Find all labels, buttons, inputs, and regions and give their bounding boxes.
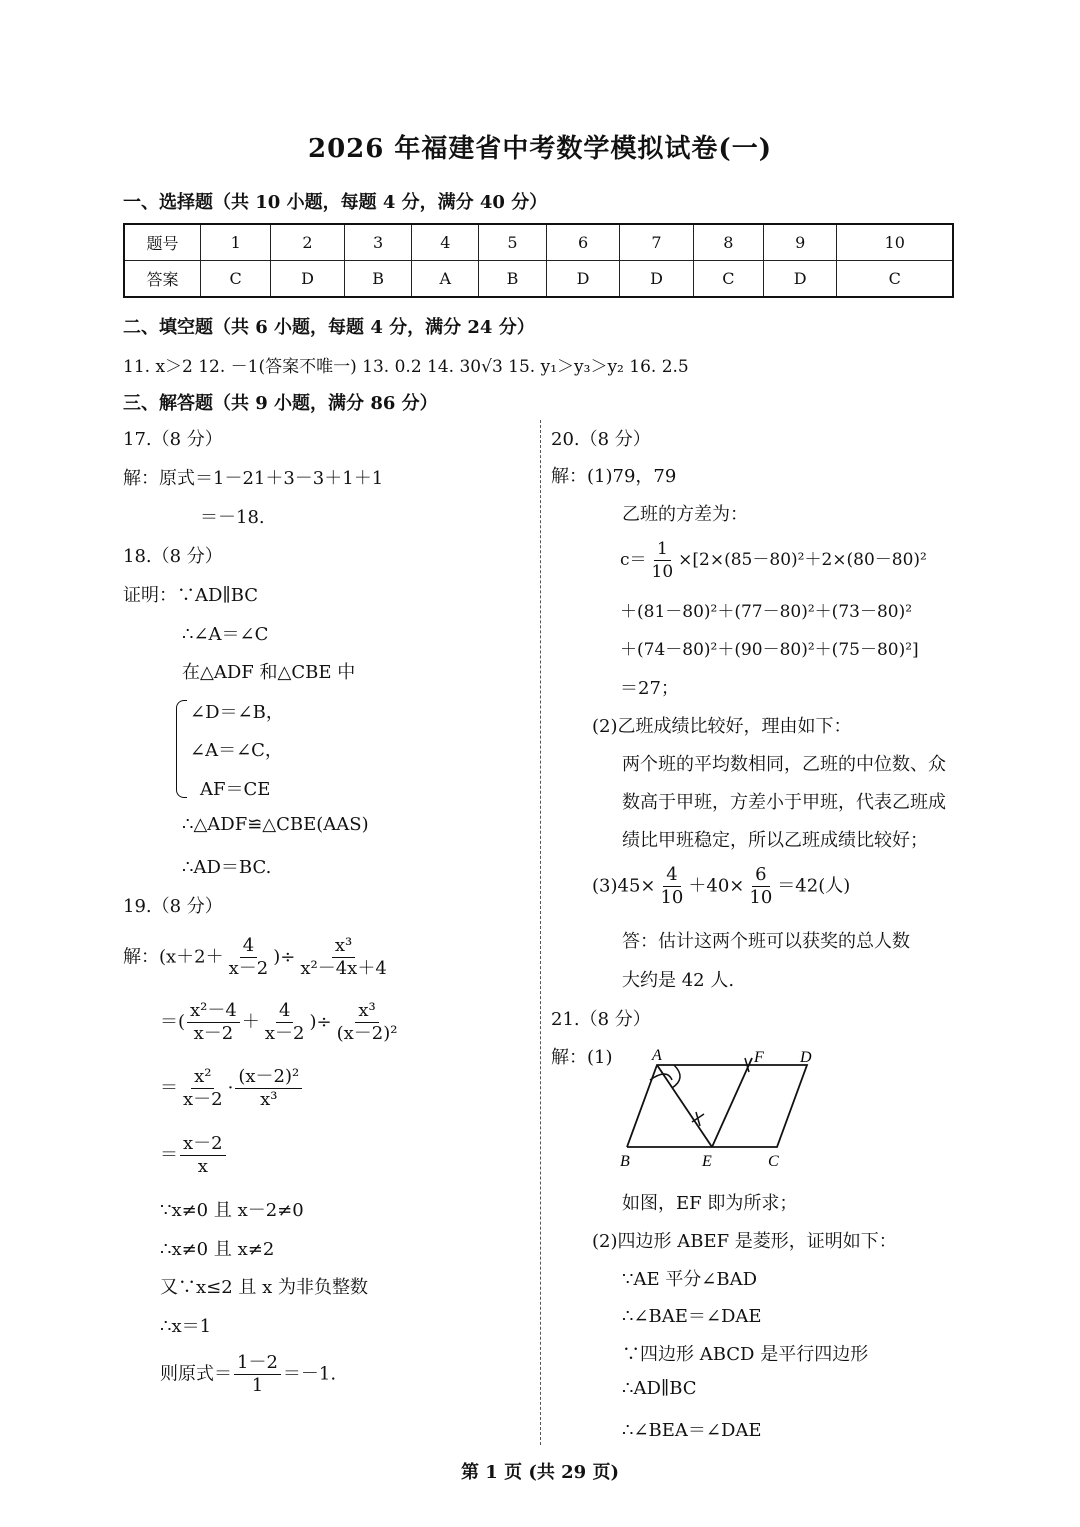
fraction: [180, 1066, 226, 1111]
q20-line: 绩比甲班稳定，所以乙班成绩比较好；: [622, 830, 928, 851]
q19-step1: [123, 935, 392, 980]
segment-ef: [712, 1058, 752, 1147]
q20-line: ＋(81－80)²＋(77－80)²＋(73－80)²: [620, 602, 913, 622]
q19-step5: [160, 1352, 336, 1397]
section3-heading: 三、解答题（共 9 小题，满分 86 分）: [123, 393, 438, 414]
q19-text: )÷: [273, 946, 296, 968]
fraction: [180, 1133, 226, 1178]
table-cell: 7: [620, 224, 693, 261]
table-cell: 6: [546, 224, 619, 261]
fraction: [187, 1000, 240, 1045]
q19-text: ＋: [241, 1011, 260, 1033]
fraction: [334, 1000, 401, 1045]
table-cell: 3: [344, 224, 412, 261]
numerator: (x－2)²: [235, 1066, 302, 1089]
q20-text: ＋40×: [688, 875, 745, 897]
q18-brace-line: ∠D＝∠B，: [190, 702, 284, 723]
q19-line: ∴x≠0 且 x≠2: [160, 1239, 275, 1260]
q20-line: (2)乙班成绩比较好，理由如下：: [592, 716, 852, 737]
q18-line: ∴∠A＝∠C: [182, 624, 269, 645]
numerator: x²: [191, 1066, 214, 1089]
q19-line: 又∵x≤2 且 x 为非负整数: [160, 1277, 369, 1298]
q20-variance-line: [620, 538, 927, 583]
q19-text: 解：: [123, 946, 159, 968]
q19-step4: [160, 1133, 228, 1178]
page-footer: 第 1 页 (共 29 页): [461, 1462, 619, 1483]
table-cell: D: [271, 261, 344, 298]
q18-heading: 18.（8 分）: [123, 546, 223, 567]
numerator: 4: [276, 1000, 293, 1023]
q21-line: ∴∠BEA＝∠DAE: [622, 1420, 762, 1441]
label-a: A: [652, 1047, 662, 1064]
table-header-label: 题号: [124, 224, 201, 261]
answer-table: [123, 223, 954, 298]
q19-heading: 19.（8 分）: [123, 896, 223, 917]
q20-text: ×[2×(85－80)²＋2×(80－80)²: [678, 550, 927, 570]
q20-line: 解：(1)79，79: [551, 466, 677, 487]
q21-line: ∴AD∥BC: [622, 1378, 697, 1399]
q19-text: (x＋2＋: [159, 946, 224, 968]
brace-bracket: [176, 700, 187, 798]
q19-text: ·: [227, 1077, 234, 1099]
fraction: [235, 1066, 302, 1111]
column-divider: [540, 420, 541, 1445]
q21-line: ∵四边形 ABCD 是平行四边形: [622, 1344, 869, 1365]
table-cell: B: [479, 261, 547, 298]
q21-line: ∴∠BAE＝∠DAE: [622, 1306, 762, 1327]
q20-text: (3)45×: [592, 875, 656, 897]
q20-text: ＝42(人): [777, 875, 851, 897]
table-cell: C: [201, 261, 271, 298]
numerator: 4: [240, 935, 257, 958]
q19-line: ∵x≠0 且 x－2≠0: [160, 1200, 304, 1221]
table-answer-label: 答案: [124, 261, 201, 298]
q21-line: ∵AE 平分∠BAD: [622, 1269, 758, 1290]
q19-step2: [160, 1000, 402, 1045]
table-cell: B: [344, 261, 412, 298]
parallelogram-figure: [612, 1040, 832, 1175]
table-cell: 5: [479, 224, 547, 261]
section2-heading: 二、填空题（共 6 小题，每题 4 分，满分 24 分）: [123, 317, 535, 338]
denominator: x: [197, 1156, 208, 1177]
label-b: B: [620, 1153, 630, 1170]
table-row: [124, 224, 953, 261]
q19-text: 则原式＝: [160, 1363, 232, 1385]
q20-line: ＋(74－80)²＋(90－80)²＋(75－80)²]: [620, 640, 919, 660]
table-cell: 8: [693, 224, 763, 261]
denominator: 10: [749, 887, 773, 908]
numerator: 1－2: [234, 1352, 281, 1375]
fill-blank-answers: 11. x＞2 12. －1(答案不唯一) 13. 0.2 14. 30√3 15. y₁＞y₃＞y₂ 16. 2.5: [123, 357, 689, 377]
denominator: x－2: [228, 958, 269, 979]
table-cell: 2: [271, 224, 344, 261]
denominator: x－2: [264, 1023, 305, 1044]
fraction: [649, 538, 677, 583]
denominator: 1: [251, 1375, 264, 1396]
q20-line: ＝27；: [620, 678, 679, 699]
numerator: x³: [355, 1000, 378, 1023]
q21-line: 如图，EF 即为所求；: [622, 1193, 798, 1214]
table-cell: 4: [412, 224, 479, 261]
table-cell: C: [693, 261, 763, 298]
table-cell: D: [620, 261, 693, 298]
q21-heading: 21.（8 分）: [551, 1009, 651, 1030]
label-c: C: [768, 1153, 779, 1170]
table-cell: 1: [201, 224, 271, 261]
q18-brace-line: ∠A＝∠C，: [190, 740, 283, 761]
table-cell: 10: [837, 224, 953, 261]
q21-line: (2)四边形 ABEF 是菱形，证明如下：: [592, 1231, 897, 1252]
table-cell: D: [764, 261, 837, 298]
denominator: x－2: [183, 1089, 223, 1110]
q19-text: ＝(: [160, 1011, 186, 1033]
q19-step3: [160, 1066, 304, 1111]
denominator: (x－2)²: [336, 1023, 398, 1044]
label-d: D: [800, 1049, 812, 1066]
fraction: [262, 1000, 308, 1045]
numerator: x²－4: [187, 1000, 240, 1023]
q17-heading: 17.（8 分）: [123, 429, 223, 450]
fraction: [226, 935, 272, 980]
fraction: [297, 935, 389, 980]
q17-line: 解：原式＝1－21＋3－3＋1＋1: [123, 468, 384, 489]
numerator: x－2: [180, 1133, 226, 1156]
q19-text: ＝: [160, 1144, 178, 1166]
label-e: E: [702, 1153, 712, 1170]
label-f: F: [754, 1049, 764, 1066]
segment-ae: [657, 1065, 712, 1147]
q21-line: 解：(1): [551, 1047, 613, 1068]
q19-text: ＝: [160, 1077, 178, 1099]
fraction: [657, 864, 686, 909]
fraction: [746, 864, 775, 909]
denominator: x－2: [193, 1023, 234, 1044]
numerator: 4: [663, 864, 680, 887]
page-title: 2026 年福建省中考数学模拟试卷(一): [307, 134, 773, 164]
q20-calc-line: [592, 864, 850, 909]
numerator: 6: [752, 864, 769, 887]
q20-text: c＝: [620, 550, 647, 570]
q17-line: ＝－18.: [200, 507, 265, 528]
q18-line: ∴AD＝BC.: [182, 857, 272, 878]
q19-text: )÷: [309, 1011, 332, 1033]
q18-brace-line: AF＝CE: [200, 779, 271, 800]
denominator: 10: [651, 562, 674, 582]
denominator: x³: [260, 1089, 278, 1110]
q18-line: 证明：∵AD∥BC: [123, 585, 259, 606]
q20-line: 数高于甲班，方差小于甲班，代表乙班成: [622, 792, 946, 813]
fraction: [234, 1352, 281, 1397]
section1-heading: 一、选择题（共 10 小题，每题 4 分，满分 40 分）: [123, 192, 548, 213]
q20-line: 乙班的方差为：: [622, 504, 748, 525]
numerator: 1: [654, 538, 671, 561]
q20-heading: 20.（8 分）: [551, 429, 651, 450]
table-cell: D: [546, 261, 619, 298]
table-cell: 9: [764, 224, 837, 261]
denominator: x²－4x＋4: [300, 958, 387, 979]
q20-line: 两个班的平均数相同，乙班的中位数、众: [622, 754, 946, 775]
table-row: [124, 261, 953, 298]
q19-line: ∴x＝1: [160, 1316, 212, 1337]
table-cell: C: [837, 261, 953, 298]
q18-line: ∴△ADF≌△CBE(AAS): [182, 814, 369, 835]
table-cell: A: [412, 261, 479, 298]
q20-line: 答：估计这两个班可以获奖的总人数: [622, 931, 910, 952]
angle-arc: [672, 1065, 680, 1088]
q20-line: 大约是 42 人.: [622, 970, 735, 991]
q19-text: ＝－1.: [282, 1363, 337, 1385]
denominator: 10: [660, 887, 684, 908]
numerator: x³: [332, 935, 355, 958]
q18-line: 在△ADF 和△CBE 中: [182, 662, 356, 683]
